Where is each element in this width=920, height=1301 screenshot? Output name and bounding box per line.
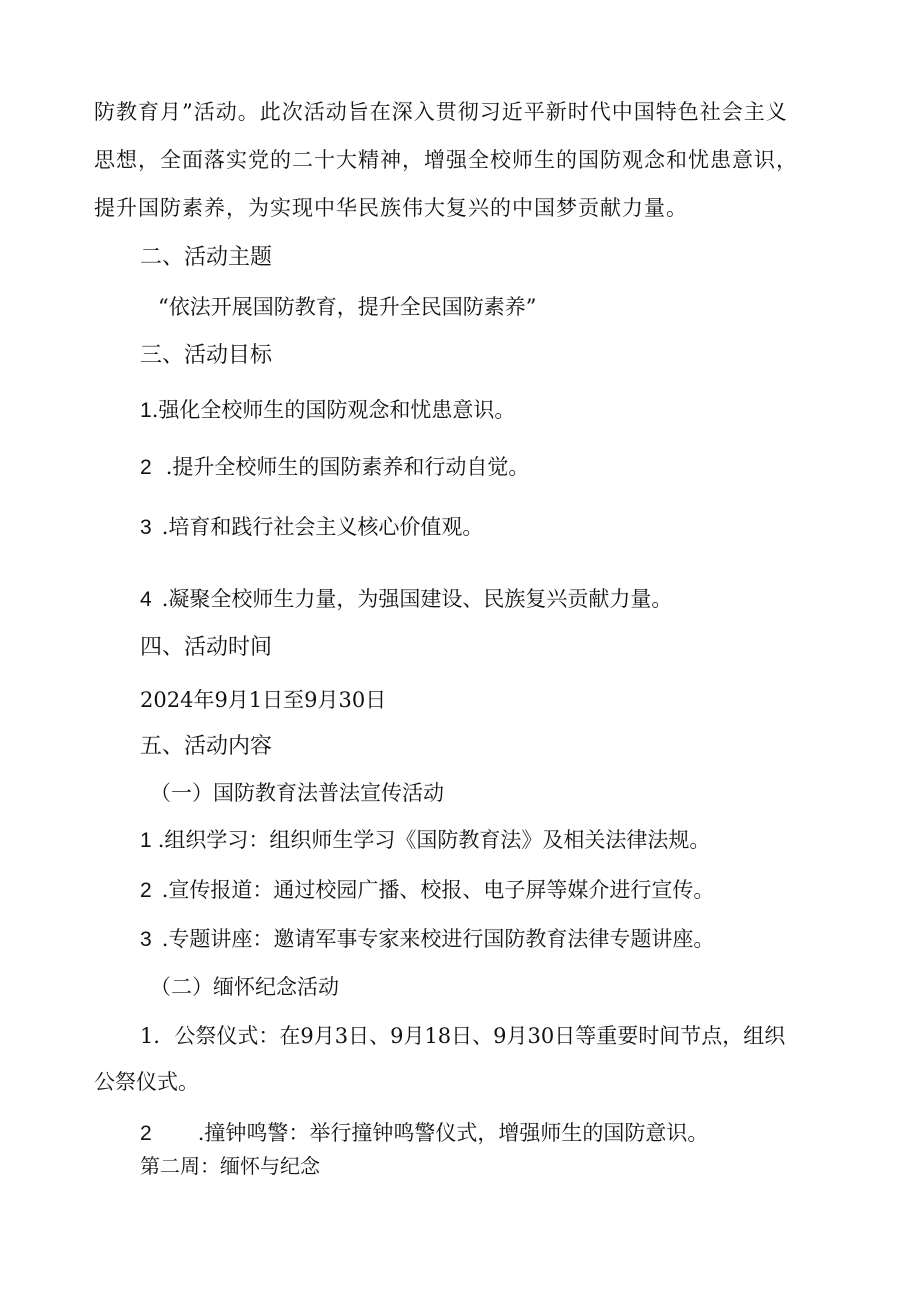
publicity-item-1 (140, 826, 710, 855)
goal-number: 4 (140, 588, 152, 611)
goal-number: 2 (140, 456, 152, 479)
activity-theme: “依法开展国防教育，提升全民国防素养” (158, 295, 537, 319)
subsection-2-title: （二）缅怀纪念活动 (150, 975, 339, 999)
goal-item-1 (140, 396, 515, 425)
item-text: .专题讲座：邀请军事专家来校进行国防教育法律专题讲座。 (161, 927, 715, 951)
activity-date: 2024年9月1日至9月30日 (140, 688, 387, 712)
memorial-item-1-line-1: 1．公祭仪式：在9月3日、9月18日、9月30日等重要时间节点，组织 (140, 1024, 786, 1048)
goal-text: .培育和践行社会主义核心价值观。 (161, 515, 484, 539)
item-number: 1 (140, 829, 152, 852)
item-number: 2 (140, 879, 152, 902)
goal-text: .凝聚全校师生力量，为强国建设、民族复兴贡献力量。 (161, 587, 673, 611)
subsection-1-title: （一）国防教育法普法宣传活动 (150, 781, 444, 805)
item-text: .撞钟鸣警：举行撞钟鸣警仪式，增强师生的国防意识。 (197, 1121, 709, 1145)
goal-item-3 (140, 513, 483, 542)
item-number: 3 (140, 928, 152, 951)
intro-line-2: 思想，全面落实党的二十大精神，增强全校师生的国防观念和忧患意识， (94, 148, 798, 172)
goal-number: 3 (140, 516, 152, 539)
item-text: .组织学习：组织师生学习《国防教育法》及相关法律法规。 (157, 828, 711, 852)
item-text: .宣传报道：通过校园广播、校报、电子屏等媒介进行宣传。 (161, 878, 715, 902)
goal-text: .提升全校师生的国防素养和行动自觉。 (165, 455, 530, 479)
goal-number: 1 (140, 399, 152, 422)
intro-line-3: 提升国防素养，为实现中华民族伟大复兴的中国梦贡献力量。 (94, 196, 688, 220)
publicity-item-2 (140, 876, 714, 905)
goal-text: .强化全校师生的国防观念和忧患意识。 (151, 398, 516, 422)
section-3-heading: 三、活动目标 (140, 343, 273, 368)
intro-line-1: 防教育月”活动。此次活动旨在深入贯彻习近平新时代中国特色社会主义 (94, 100, 788, 124)
section-5-heading: 五、活动内容 (140, 734, 273, 759)
memorial-item-1-line-2: 公祭仪式。 (94, 1070, 199, 1094)
section-4-heading: 四、活动时间 (140, 635, 273, 660)
section-2-heading: 二、活动主题 (140, 245, 273, 270)
goal-item-4 (140, 585, 672, 614)
week-two-heading: 第二周：缅怀与纪念 (140, 1154, 320, 1178)
item-number: 2 (140, 1122, 152, 1145)
memorial-item-2 (140, 1119, 708, 1148)
goal-item-2 (140, 453, 529, 482)
publicity-item-3 (140, 925, 714, 954)
